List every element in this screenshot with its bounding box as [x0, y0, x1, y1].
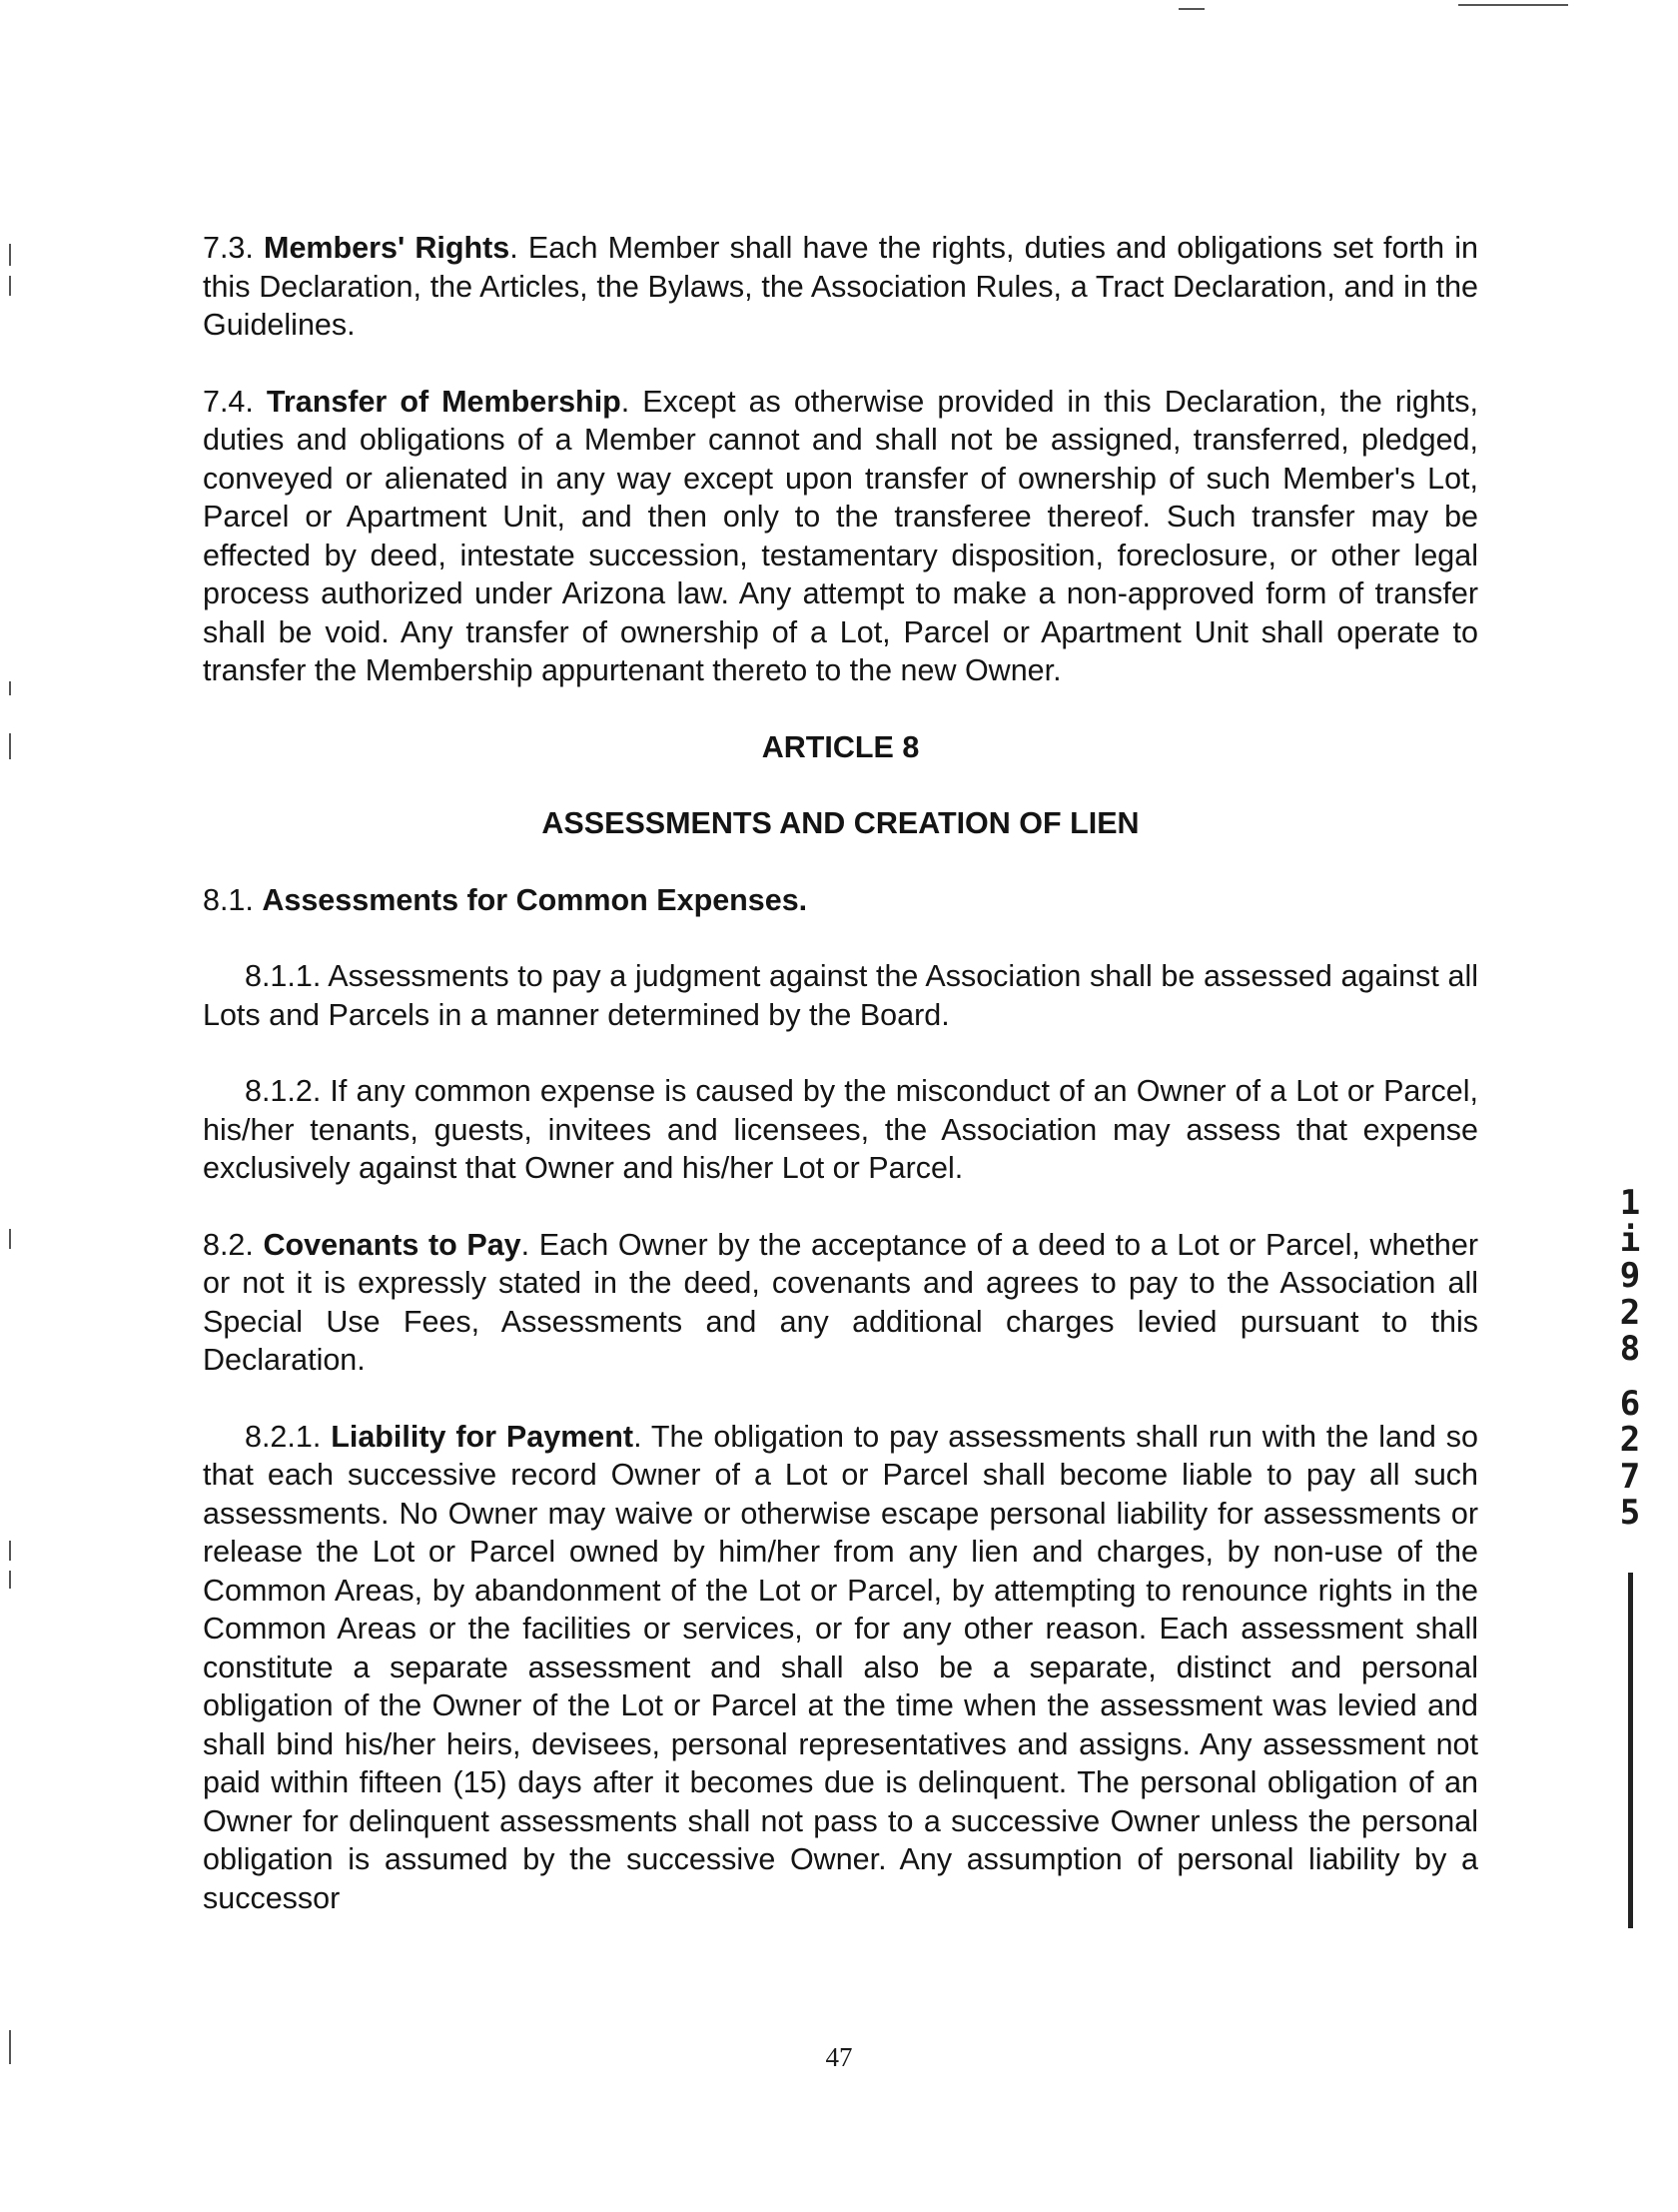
section-heading: Liability for Payment [331, 1419, 634, 1454]
stamp-digit: 6 [1619, 1383, 1641, 1424]
section-heading: Assessments for Common Expenses. [262, 882, 808, 917]
scan-artifact-margin [9, 244, 11, 266]
section-7-4 [203, 383, 1478, 690]
scan-artifact-margin [9, 733, 11, 759]
stamp-digit: 7 [1619, 1456, 1641, 1497]
recording-bar [1628, 1573, 1633, 1928]
section-8-1 [203, 881, 1478, 920]
section-number: 8.2. [203, 1227, 254, 1262]
section-text: . Each Member shall have the rights, duties and obligations set forth in this Declaration, the Articles, the Bylaws, the Association Rules, a Tract Declaration, and in the Guidelines. [203, 231, 1478, 342]
scan-artifact-margin [9, 1571, 11, 1589]
stamp-digit: 5 [1619, 1493, 1641, 1533]
section-8-2-1 [203, 1418, 1478, 1918]
section-text: . Each Owner by the acceptance of a deed to a Lot or Parcel, whether or not it is expressly stated in the deed, covenants and agrees to pay to the Association all Special Use Fees, Assessments and any additional charges levied pursuant to this Declaration. [203, 1227, 1478, 1377]
recording-number-stamp [1610, 1185, 1650, 1532]
article-subtitle: ASSESSMENTS AND CREATION OF LIEN [541, 806, 1140, 840]
page-number: 47 [825, 2042, 853, 2072]
section-text: . The obligation to pay assessments shall run with the land so that each successive record Owner of a Lot or Parcel shall become liable to pay all such assessments. No Owner may waive or otherwise escape personal liability for assessments or release the Lot or Parcel owned by him/her from any lien and charges, by non-use of the Common Areas, by abandonment of the Lot or Parcel, by attempting to renounce rights in the Common Areas or the facilities or services, or for any other reason. Each assessment shall constitute a separate assessment and shall also be a separate, distinct and personal obligation of the Owner of the Lot or Parcel at the time when the assessment was levied and shall bind his/her heirs, devisees, personal representatives and assigns. Any assessment not paid within fifteen (15) days after it becomes due is delinquent. The personal obligation of an Owner for delinquent assessments shall not pass to a successive Owner unless the personal obligation is assumed by the successive Owner. Any assumption of personal liability by a successor [203, 1419, 1478, 1915]
scan-artifact-margin [9, 1541, 11, 1561]
scan-artifact-margin [9, 276, 11, 296]
stamp-digit: i [1619, 1219, 1641, 1260]
stamp-digit: 8 [1619, 1329, 1641, 1369]
section-heading: Transfer of Membership [266, 384, 621, 419]
article-title: ARTICLE 8 [761, 729, 920, 764]
section-number: 7.3. [203, 231, 254, 265]
stamp-digit: 1 [1619, 1183, 1641, 1223]
section-7-3 [203, 229, 1478, 345]
section-number: 8.1. [203, 882, 254, 917]
section-heading: Covenants to Pay [263, 1227, 521, 1262]
section-number: 8.2.1. [245, 1419, 322, 1454]
section-8-2 [203, 1226, 1478, 1380]
scan-artifact-top [1179, 8, 1205, 10]
section-8-1-1: 8.1.1. Assessments to pay a judgment against the Association shall be assessed against all Lots and Parcels in a manner determined by the Board. [203, 959, 1478, 1032]
body-text [203, 229, 1478, 1917]
section-text: . Except as otherwise provided in this Declaration, the rights, duties and obligations of a Member cannot and shall not be assigned, transferred, pledged, conveyed or alienated in any way except upon transfer of ownership of such Member's Lot, Parcel or Apartment Unit, and then only to the transferee thereof. Such transfer may be effected by deed, intestate succession, testamentary disposition, foreclosure, or other legal process authorized under Arizona law. Any attempt to make a non-approved form of transfer shall be void. Any transfer of ownership of a Lot, Parcel or Apartment Unit shall operate to transfer the Membership appurtenant thereto to the new Owner. [203, 384, 1478, 687]
section-number: 7.4. [203, 384, 254, 419]
scan-artifact-margin [9, 681, 11, 695]
stamp-digit: 9 [1619, 1256, 1641, 1296]
scan-artifact-margin [9, 1229, 11, 1249]
stamp-digit: 2 [1619, 1292, 1641, 1333]
section-heading: Members' Rights [264, 231, 510, 265]
stamp-digit: 2 [1619, 1420, 1641, 1460]
section-8-1-2: 8.1.2. If any common expense is caused by the misconduct of an Owner of a Lot or Parcel, his/her tenants, guests, invitees and licensees, the Association may assess that expense exclusively against that Owner and his/her Lot or Parcel. [203, 1074, 1478, 1185]
scan-artifact-top [1458, 4, 1568, 6]
